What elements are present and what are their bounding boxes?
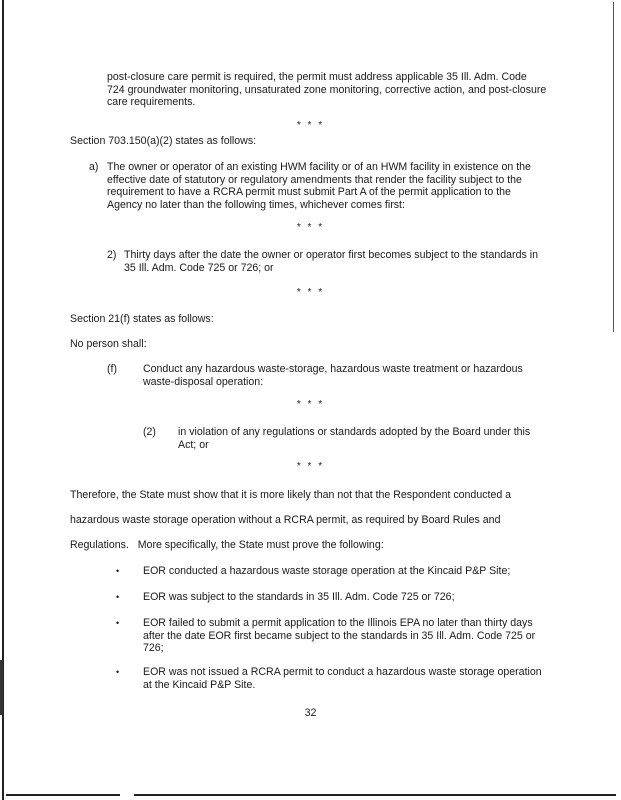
bullet-item: EOR conducted a hazardous waste storage operation at the Kincaid P&P Site; <box>143 565 511 577</box>
ellipsis-separator: * * * <box>296 287 325 298</box>
bullet-icon: • <box>116 618 120 628</box>
subsection-2-label: 2) <box>107 249 117 261</box>
ellipsis-separator: * * * <box>296 399 325 410</box>
therefore-line-2: hazardous waste storage operation without a RCRA permit, as required by Board Rules and <box>70 514 501 526</box>
subsection-a-text: The owner or operator of an existing HWM facility or of an HWM facility in existence on the effective date of statutory or regulatory amendments that render the facility subject to the requirement to have a RCRA permit must submit Part A of the permit application to the Agency no later than the following times, whichever comes first: <box>107 161 531 211</box>
subsection-2-text: Thirty days after the date the owner or operator first becomes subject to the standards in 35 Ill. Adm. Code 725 or 726; or <box>124 249 538 274</box>
footer-rule-left <box>6 794 120 796</box>
quoted-paragraph-continuation: post-closure care permit is required, the permit must address applicable 35 Ill. Adm. Code 724 groundwater monitoring, unsaturated zone monitoring, corrective action, and post-closure care requirements. <box>107 71 547 109</box>
page-edge-right <box>613 2 614 332</box>
therefore-line-3: Regulations. More specifically, the State must prove the following: <box>70 539 384 551</box>
ellipsis-separator: * * * <box>296 120 325 131</box>
section-21f-intro: Section 21(f) states as follows: <box>70 313 214 325</box>
bullet-icon: • <box>116 566 120 576</box>
bullet-item: EOR was not issued a RCRA permit to conduct a hazardous waste storage operation at the Kincaid P&P Site. <box>143 666 542 691</box>
footer-rule-right <box>134 794 616 796</box>
page-number: 32 <box>304 707 317 719</box>
subsection-a-label: a) <box>89 161 99 173</box>
clause-f-text: Conduct any hazardous waste-storage, hazardous waste treatment or hazardous waste-disposal operation: <box>143 363 523 388</box>
bullet-icon: • <box>116 667 120 677</box>
therefore-line-1: Therefore, the State must show that it is more likely than not that the Respondent conducted a <box>70 489 512 501</box>
no-person-shall: No person shall: <box>70 338 147 350</box>
bullet-icon: • <box>116 592 120 602</box>
section-703-intro: Section 703.150(a)(2) states as follows: <box>70 135 257 147</box>
ellipsis-separator: * * * <box>296 461 325 472</box>
clause-f-label: (f) <box>107 363 117 375</box>
ellipsis-separator: * * * <box>296 222 325 233</box>
bullet-item: EOR was subject to the standards in 35 Ill. Adm. Code 725 or 726; <box>143 591 455 603</box>
clause-2-label: (2) <box>143 426 156 438</box>
bullet-item: EOR failed to submit a permit application to the Illinois EPA no later than thirty days after the date EOR first became subject to the standards in 35 Ill. Adm. Code 725 or 726; <box>143 617 536 655</box>
clause-2-text: in violation of any regulations or standards adopted by the Board under this Act; or <box>178 426 531 451</box>
